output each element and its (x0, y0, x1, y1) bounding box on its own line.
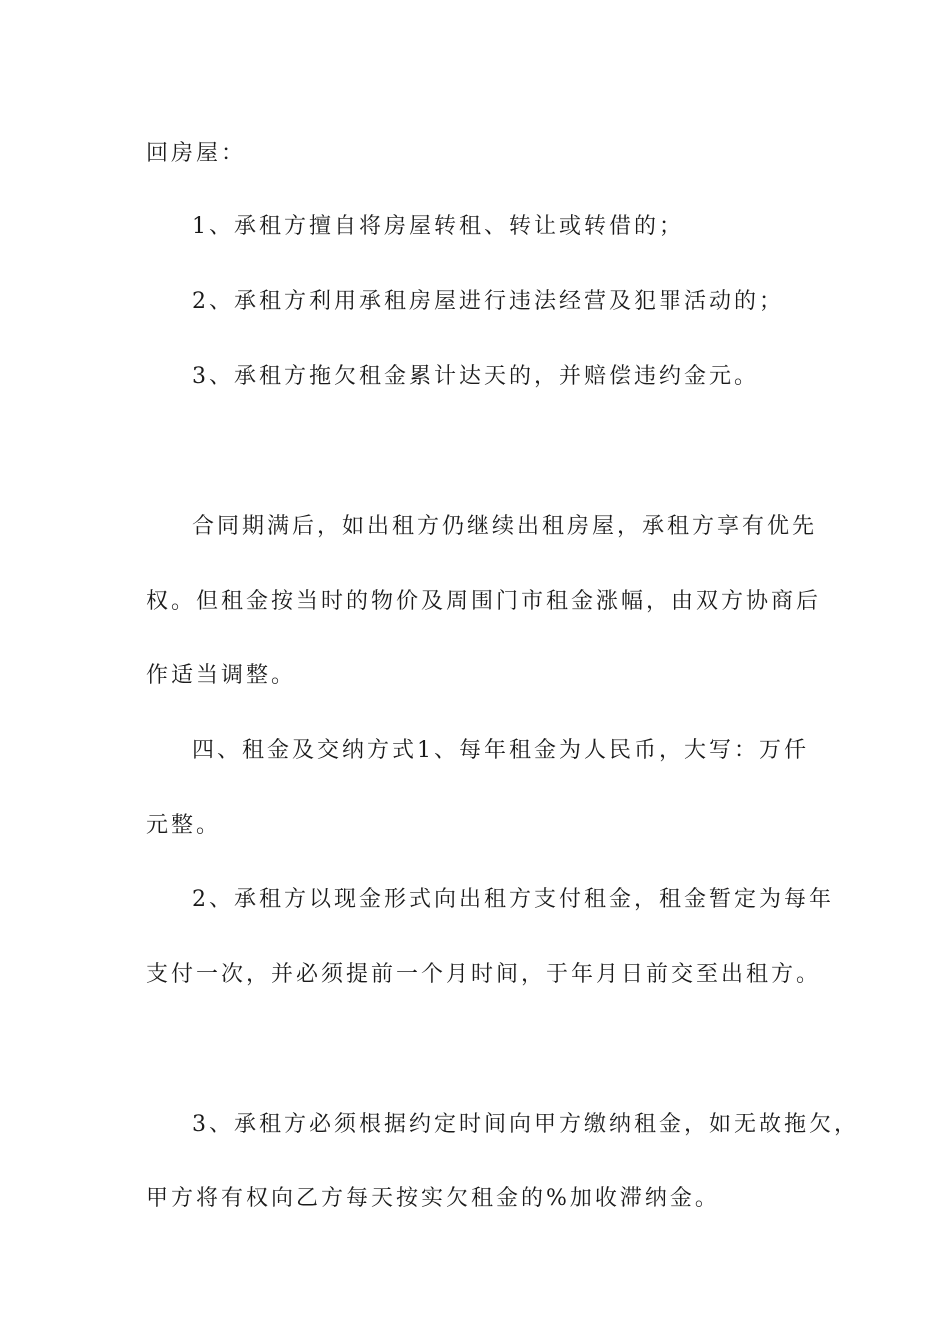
text-line: 1、承租方擅自将房屋转租、转让或转借的； (192, 214, 684, 239)
text-line: 3、承租方必须根据约定时间向甲方缴纳租金，如无故拖欠， (192, 1112, 859, 1137)
text-line: 支付一次，并必须提前一个月时间，于年月日前交至出租方。 (146, 962, 822, 987)
text-line: 3、承租方拖欠租金累计达天的，并赔偿违约金元。 (192, 364, 759, 389)
text-line: 2、承租方以现金形式向出租方支付租金，租金暂定为每年 (192, 887, 834, 912)
text-line: 元整。 (146, 813, 222, 838)
text-line: 甲方将有权向乙方每天按实欠租金的%加收滞纳金。 (146, 1186, 720, 1211)
text-line: 作适当调整。 (146, 663, 297, 688)
text-line: 合同期满后，如出租方仍继续出租房屋，承租方享有优先 (192, 514, 818, 539)
text-line: 回房屋： (146, 141, 247, 166)
text-line: 四、租金及交纳方式1、每年租金为人民币，大写：万仟 (192, 738, 809, 763)
text-line: 2、承租方利用承租房屋进行违法经营及犯罪活动的； (192, 289, 784, 314)
text-line: 权。但租金按当时的物价及周围门市租金涨幅，由双方协商后 (146, 589, 822, 614)
